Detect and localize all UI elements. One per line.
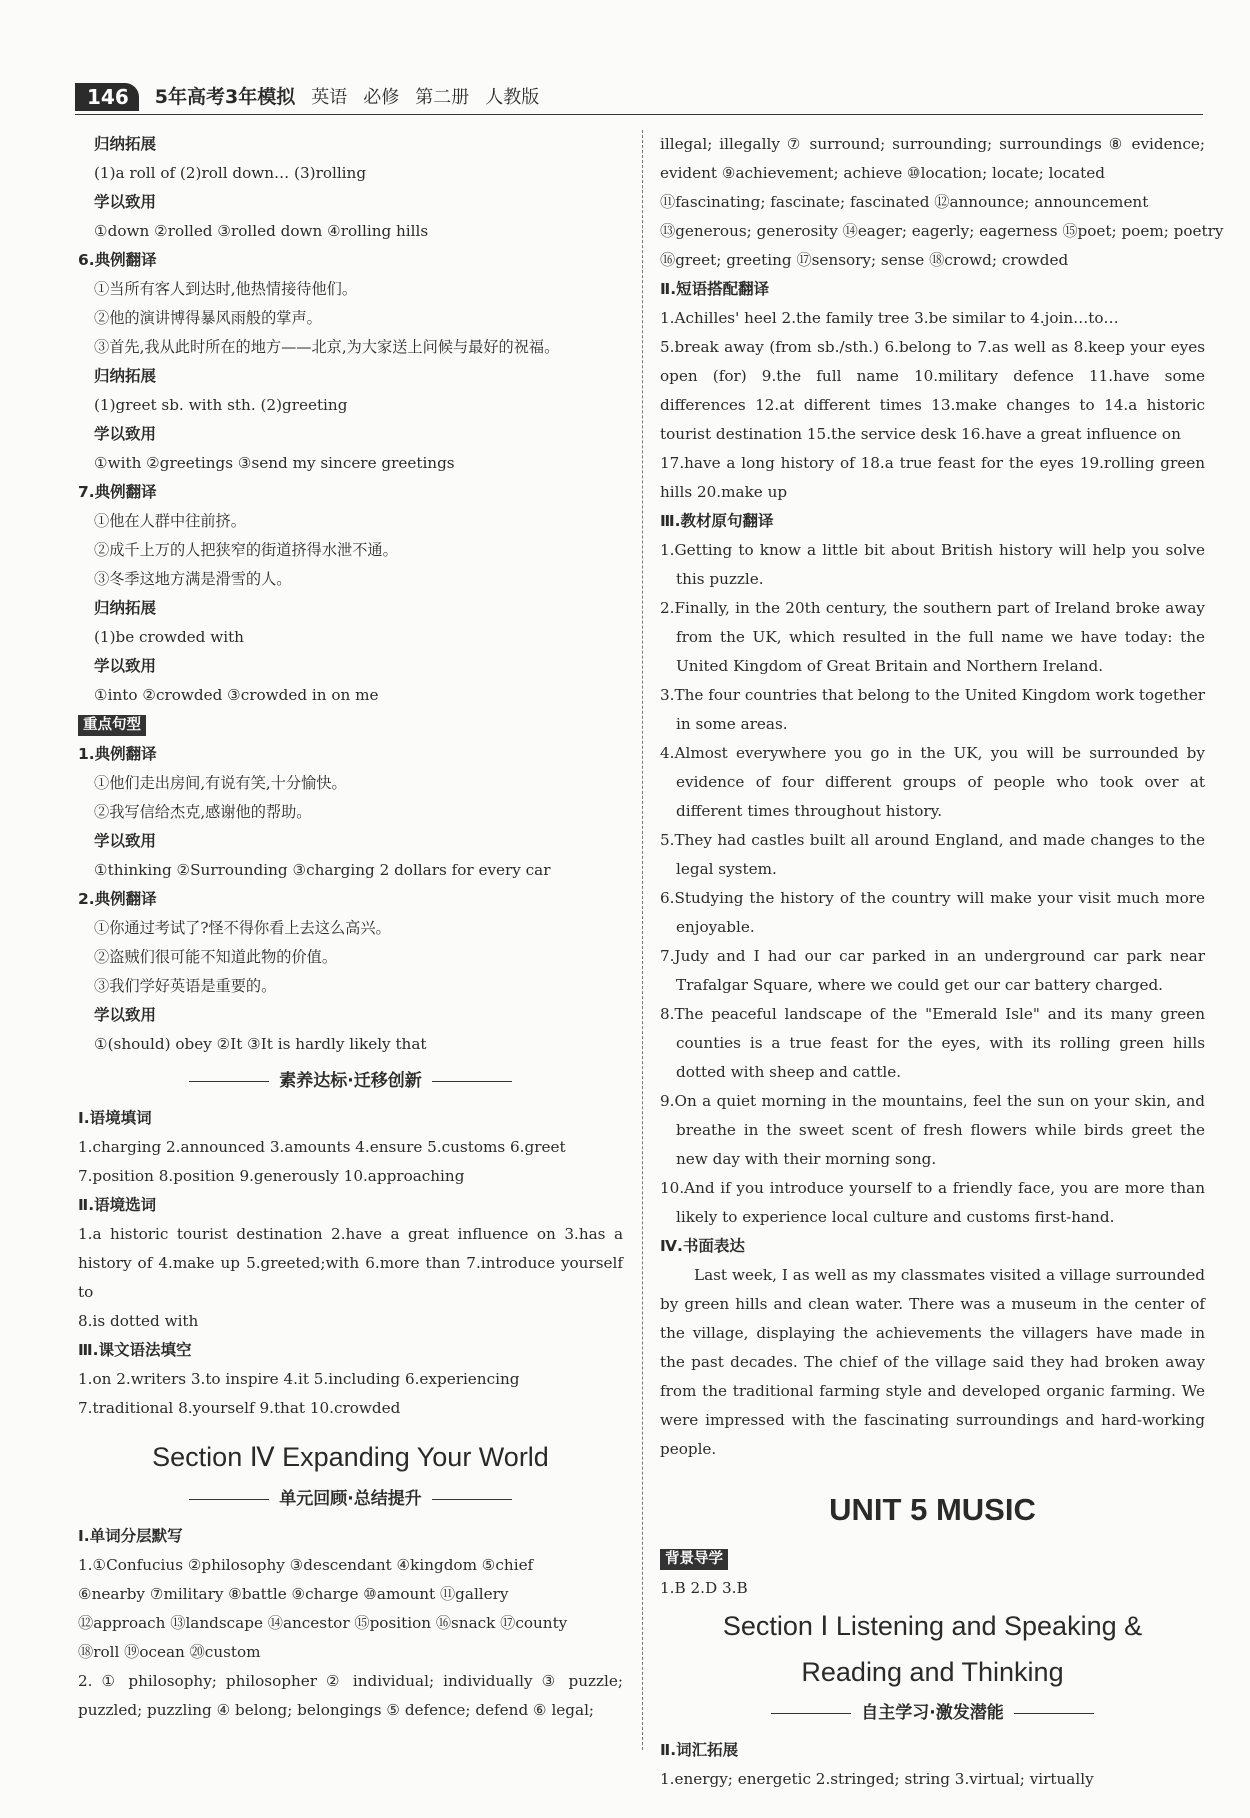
text-line: (1)be crowded with (94, 628, 244, 646)
subheading: 学以致用 (94, 193, 157, 211)
text-line: 1.on 2.writers 3.to inspire 4.it 5.including 6.experiencing (78, 1370, 520, 1388)
item-heading: 1.典例翻译 (78, 745, 157, 763)
item-heading: Ⅱ.语境选词 (78, 1196, 157, 1214)
subheading: 学以致用 (94, 657, 157, 675)
sentence-item: 6.Studying the history of the country will make your visit much more enjoyable. (660, 889, 1205, 936)
text-line: ⑥nearby ⑦military ⑧battle ⑨charge ⑩amount ⑪gallery (78, 1585, 509, 1603)
text-line: 1.charging 2.announced 3.amounts 4.ensure 5.customs 6.greet (78, 1138, 566, 1156)
item-heading: Ⅲ.教材原句翻译 (660, 512, 774, 530)
text-line: 17.have a long history of 18.a true feast for the eyes 19.rolling green hills 20.make up (660, 454, 1205, 501)
item-heading: 6.典例翻译 (78, 251, 157, 269)
item-heading: Ⅱ.词汇拓展 (660, 1741, 739, 1759)
text-line: 1.energy; energetic 2.stringed; string 3.virtual; virtually (660, 1770, 1094, 1788)
sentence-item: 10.And if you introduce yourself to a friendly face, you are more than likely to experience local culture and customs first-hand. (660, 1179, 1205, 1226)
item-heading: Ⅰ.语境填词 (78, 1109, 152, 1127)
text-line: (1)a roll of (2)roll down… (3)rolling (94, 164, 367, 182)
text-line: ⑪fascinating; fascinate; fascinated ⑫announce; announcement (660, 193, 1149, 211)
text-line: illegal; illegally ⑦ surround; surrounding; surroundings ⑧ evidence; evident ⑨achievement; achieve ⑩location; locate; located (660, 135, 1205, 182)
text-line: 1.Achilles' heel 2.the family tree 3.be similar to 4.join…to… (660, 309, 1119, 327)
section-title-cont: Reading and Thinking (801, 1657, 1064, 1687)
banner-text: 自主学习·激发潜能 (861, 1703, 1004, 1723)
subheading: 归纳拓展 (94, 135, 157, 153)
text-line: ⑯greet; greeting ⑰sensory; sense ⑱crowd; crowded (660, 251, 1069, 269)
section-title: Section Ⅰ Listening and Speaking & (722, 1611, 1143, 1641)
subheading: 归纳拓展 (94, 599, 157, 617)
header-subject: 英语 (311, 87, 348, 108)
text-line: 5.break away (from sb./sth.) 6.belong to 7.as well as 8.keep your eyes open (for) 9.the full name 10.military defence 11.have some differences 12.at different times 13.make changes to 14.a historic tourist destination 15.the service desk 16.have a great influence on (660, 338, 1205, 443)
text-line: ①你通过考试了?怪不得你看上去这么高兴。 (94, 919, 391, 937)
text-line: ⑱roll ⑲ocean ⑳custom (78, 1643, 261, 1661)
text-line: ②成千上万的人把狭窄的街道挤得水泄不通。 (94, 541, 398, 559)
header-volume: 必修 (363, 87, 400, 108)
banner-text: 单元回顾·总结提升 (279, 1489, 422, 1509)
text-line: ③首先,我从此时所在的地方——北京,为大家送上问候与最好的祝福。 (94, 338, 560, 356)
text-line: ③冬季这地方满是滑雪的人。 (94, 570, 292, 588)
text-line: 2. ① philosophy; philosopher ② individual; individually ③ puzzle; puzzled; puzzling ④ belong; belongings ⑤ defence; defend ⑥ legal; (78, 1672, 623, 1719)
header-publisher: 人教版 (485, 87, 540, 108)
text-line: ②他的演讲博得暴风雨般的掌声。 (94, 309, 322, 327)
text-line: ①当所有客人到达时,他热情接待他们。 (94, 280, 358, 298)
text-line: 1.B 2.D 3.B (660, 1579, 748, 1597)
sentence-item: 8.The peaceful landscape of the "Emerald Isle" and its many green counties is a true feast for the eyes, with its rolling green hills dotted with sheep and cattle. (660, 1005, 1205, 1081)
text-line: ③我们学好英语是重要的。 (94, 977, 277, 995)
header-book: 第二册 (415, 87, 470, 108)
sentence-item: 1.Getting to know a little bit about British history will help you solve this puzzle. (660, 541, 1205, 588)
right-column (660, 130, 1224, 1794)
text-line: 8.is dotted with (78, 1312, 199, 1330)
essay-paragraph: Last week, I as well as my classmates visited a village surrounded by green hills and clean water. There was a museum in the center of the village, displaying the achievements the villagers have made in the past decades. The chief of the village said they had broken away from the traditional farming style and developed organic farming. We were impressed with the fascinating surroundings and hard-working people. (660, 1266, 1205, 1458)
sentence-item: 4.Almost everywhere you go in the UK, you will be surrounded by evidence of four different groups of people who took over at different times throughout history. (660, 744, 1205, 820)
section-banner (660, 1699, 1205, 1728)
sentence-item: 2.Finally, in the 20th century, the southern part of Ireland broke away from the UK, which resulted in the full name we have today: the United Kingdom of Great Britain and Northern Ireland. (660, 599, 1205, 675)
sentence-item: 9.On a quiet morning in the mountains, feel the sun on your skin, and breathe in the sweet scent of fresh flowers while birds greet the new day with their morning song. (660, 1092, 1205, 1168)
section-tag: 重点句型 (78, 715, 146, 736)
subheading: 学以致用 (94, 832, 157, 850)
page-header (75, 80, 1203, 115)
text-line: 7.traditional 8.yourself 9.that 10.crowded (78, 1399, 401, 1417)
text-line: ②我写信给杰克,感谢他的帮助。 (94, 803, 312, 821)
left-column (78, 130, 623, 1725)
section-banner (78, 1485, 623, 1514)
text-line: ①他在人群中往前挤。 (94, 512, 246, 530)
text-line: ①thinking ②Surrounding ③charging 2 dollars for every car (94, 861, 551, 879)
text-line: ⑫approach ⑬landscape ⑭ancestor ⑮position ⑯snack ⑰county (78, 1614, 568, 1632)
text-line: ①(should) obey ②It ③It is hardly likely that (94, 1035, 427, 1053)
banner-text: 素养达标·迁移创新 (279, 1071, 422, 1091)
subheading: 学以致用 (94, 1006, 157, 1024)
item-heading: 2.典例翻译 (78, 890, 157, 908)
subheading: 学以致用 (94, 425, 157, 443)
text-line: (1)greet sb. with sth. (2)greeting (94, 396, 348, 414)
item-heading: 7.典例翻译 (78, 483, 157, 501)
book-title: 5年高考3年模拟 (154, 86, 296, 108)
text-line: ①down ②rolled ③rolled down ④rolling hills (94, 222, 429, 240)
text-line: ①with ②greetings ③send my sincere greetings (94, 454, 455, 472)
column-divider (642, 130, 643, 1750)
unit-title: UNIT 5 MUSIC (829, 1492, 1036, 1527)
sentence-item: 5.They had castles built all around England, and made changes to the legal system. (660, 831, 1205, 878)
text-line: 1.a historic tourist destination 2.have a great influence on 3.has a history of 4.make up 5.greeted;with 6.more than 7.introduce yourself to (78, 1225, 623, 1301)
item-heading: Ⅳ.书面表达 (660, 1237, 745, 1255)
subheading: 归纳拓展 (94, 367, 157, 385)
text-line: ⑬generous; generosity ⑭eager; eagerly; eagerness ⑮poet; poem; poetry (660, 222, 1224, 240)
page-number: 146 (75, 83, 139, 111)
text-line: ②盗贼们很可能不知道此物的价值。 (94, 948, 337, 966)
section-banner (78, 1067, 623, 1096)
section-tag: 背景导学 (660, 1549, 728, 1570)
text-line: 1.①Confucius ②philosophy ③descendant ④kingdom ⑤chief (78, 1556, 534, 1574)
item-heading: Ⅲ.课文语法填空 (78, 1341, 192, 1359)
sentence-item: 7.Judy and I had our car parked in an underground car park near Trafalgar Square, where we could get our car battery charged. (660, 947, 1205, 994)
section-title: Section Ⅳ Expanding Your World (152, 1442, 549, 1472)
text-line: ①into ②crowded ③crowded in on me (94, 686, 379, 704)
text-line: 7.position 8.position 9.generously 10.approaching (78, 1167, 465, 1185)
text-line: ①他们走出房间,有说有笑,十分愉快。 (94, 774, 347, 792)
item-heading: Ⅱ.短语搭配翻译 (660, 280, 770, 298)
item-heading: Ⅰ.单词分层默写 (78, 1527, 183, 1545)
sentence-item: 3.The four countries that belong to the United Kingdom work together in some areas. (660, 686, 1205, 733)
